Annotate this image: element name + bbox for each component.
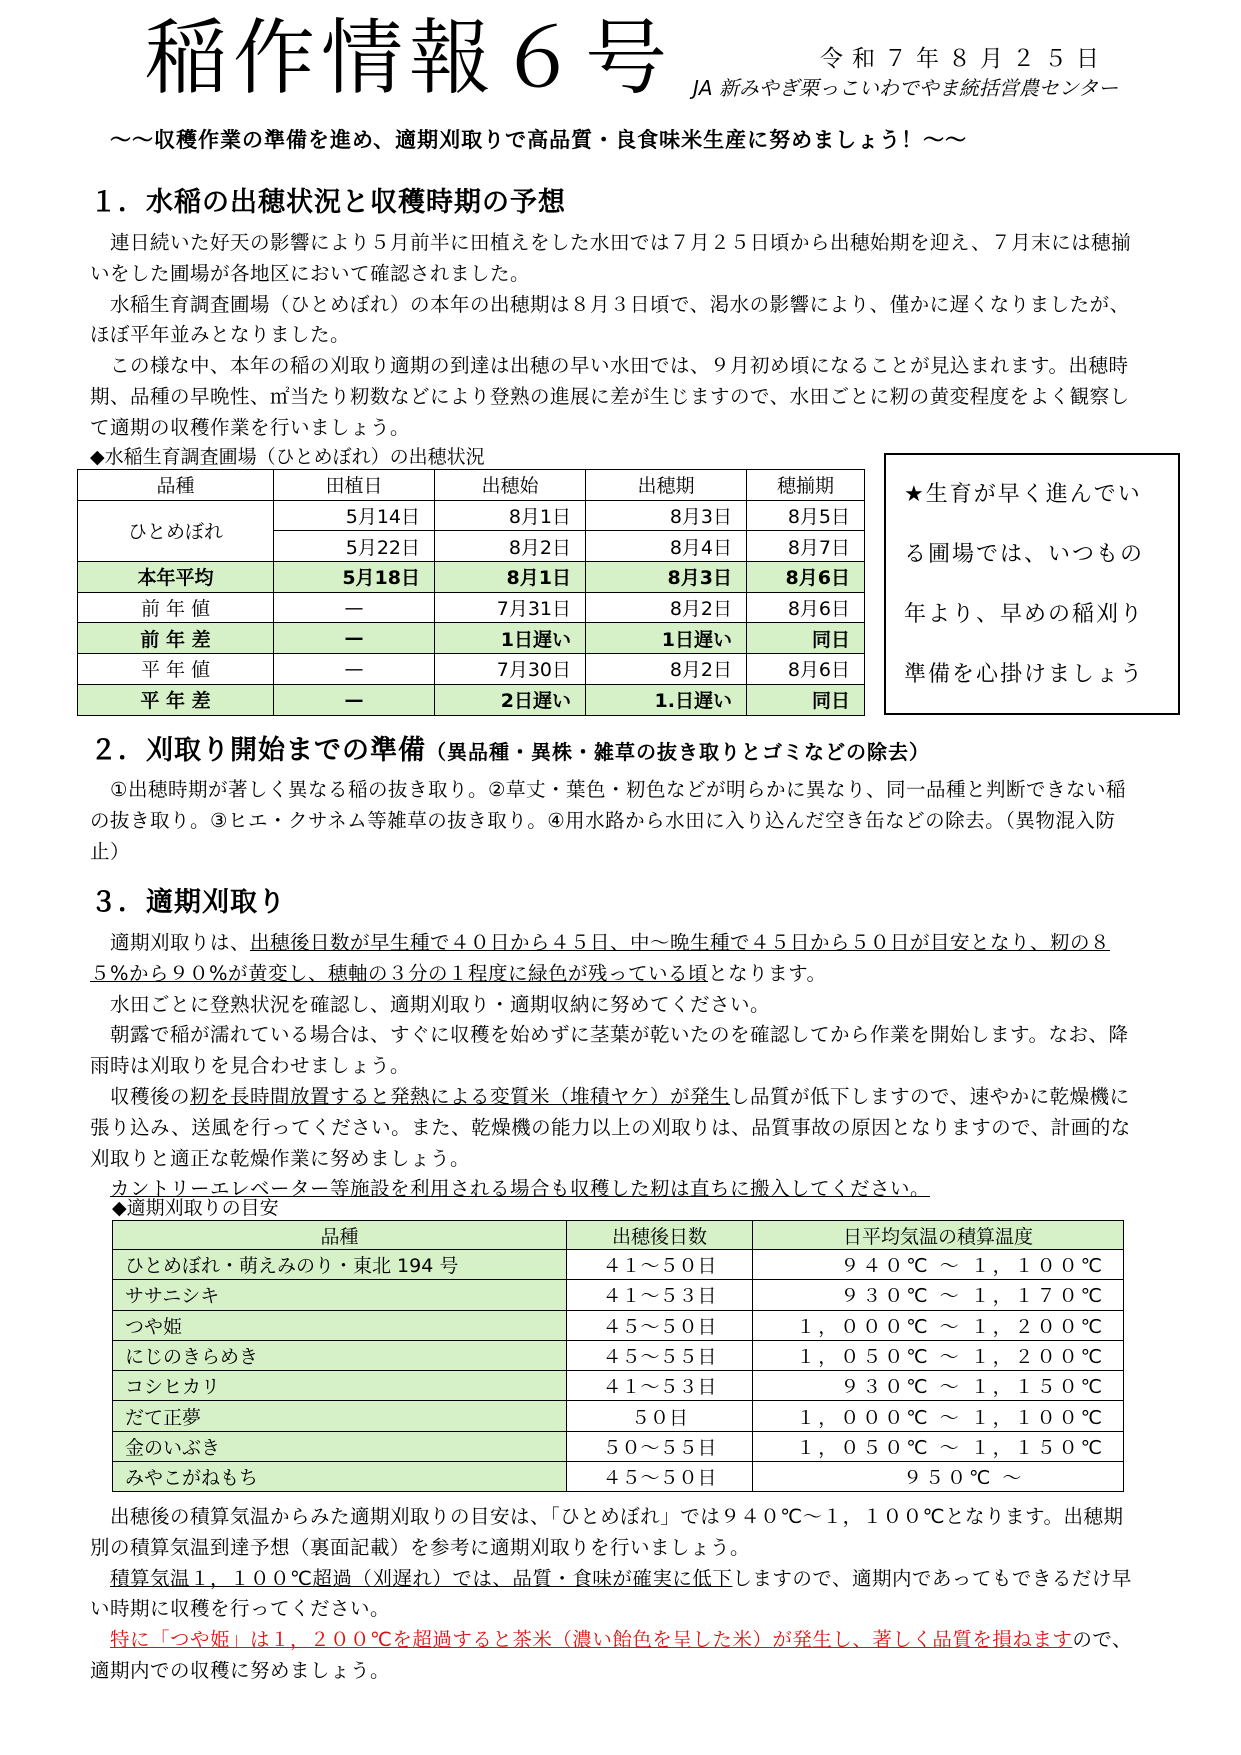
table-cell: 7月31日 [435,592,586,623]
note-line: ★生育が早く進んでい [904,482,1142,507]
table-row [113,1401,1124,1431]
row-label: 平 年 差 [78,684,274,715]
section-3-body [90,928,1142,1205]
text-run: し品質が低下しますので、速やかに乾燥機に張り込み、送風を行ってください。また、乾燥機の能力以上の刈取りは、品質事故の原因となりますので、計画的な刈取りと適正な乾燥作業に努めましょう。 [90,1084,1131,1170]
table-row [113,1340,1124,1370]
table-row [78,654,865,685]
underlined-text: 籾を長時間放置すると発熱による変質米（堆積ヤケ）が発生 [190,1084,731,1108]
days-cell: ４１～５０日 [567,1250,753,1280]
table-cell: 5月22日 [274,531,435,562]
issue-date: 令和７年８月２５日 [820,46,1108,72]
text-run: 適期刈取りは、 [110,931,251,954]
table-cell: 2日遅い [435,684,586,715]
temperature-cell: ９３０℃ ～ １，１７０℃ [753,1280,1124,1310]
table-row [113,1280,1124,1310]
table-cell: 8月6日 [747,562,865,593]
temperature-cell: ９３０℃ ～ １，１５０℃ [753,1371,1124,1401]
table-row [113,1431,1124,1461]
table-cell: 1日遅い [435,623,586,654]
note-line: る圃場では、いつもの [904,542,1145,567]
warning-text: 特に「つや姫」は１，２００℃を超過すると茶米（濃い飴色を呈した米）が発生し、著しく品質を損ねます [110,1628,1073,1652]
table-cell: 8月2日 [586,592,747,623]
row-label: 前 年 値 [78,592,274,623]
table-row [113,1462,1124,1492]
table-cell: 8月3日 [586,562,747,593]
table-cell: 8月6日 [747,654,865,685]
section-3-paragraph: 水田ごとに登熟状況を確認し、適期刈取り・適期収納に努めてください。 [110,992,771,1016]
page-subtitle: ～～収穫作業の準備を進め、適期刈取りで高品質・良食味米生産に努めましょう！～～ [110,128,968,152]
table-row [78,592,865,623]
section-3-paragraph [90,1564,1142,1626]
days-cell: ５０～５５日 [567,1431,753,1461]
variety-cell: ひとめぼれ・萌えみのり・東北 194 号 [113,1250,567,1280]
page-title: 稲作情報６号 [145,11,674,106]
section-1-paragraph: 連日続いた好天の影響により５月前半に田植えをした水田では７月２５日頃から出穂始期を迎え、７月末には穂揃いをした圃場が各地区において確認されました。 [90,231,1132,285]
table-cell: — [274,623,435,654]
note-line: 年より、早めの稲刈り [904,602,1145,627]
days-cell: ４１～５３日 [567,1280,753,1310]
temperature-cell: ９５０℃ ～ [753,1462,1124,1492]
table-cell: 8月1日 [435,562,586,593]
section-2-subtitle: （異品種・異株・雑草の抜き取りとゴミなどの除去） [426,740,930,764]
table-cell: 8月5日 [747,500,865,531]
days-cell: ４１～５３日 [567,1371,753,1401]
temperature-cell: １，０５０℃ ～ １，２００℃ [753,1340,1124,1370]
underlined-text: 積算気温１，１００℃超過（刈遅れ）では、品質・食味が確実に低下 [110,1566,733,1590]
table-header: 田植日 [274,470,435,501]
table-cell: 1日遅い [586,623,747,654]
heading-table-caption: ◆水稲生育調査圃場（ひとめぼれ）の出穂状況 [90,446,485,468]
variety-cell: ササニシキ [113,1280,567,1310]
section-3-paragraph [90,928,1142,990]
table-header: 出穂期 [586,470,747,501]
days-cell: ４５～５０日 [567,1462,753,1492]
table-cell: 8月1日 [435,500,586,531]
table-row [78,623,865,654]
row-label: 平 年 値 [78,654,274,685]
days-cell: ５０日 [567,1401,753,1431]
table-cell: 8月3日 [586,500,747,531]
table-cell: — [274,592,435,623]
warning-paragraph [90,1625,1142,1687]
advice-note-box [884,453,1180,715]
harvest-timing-table [112,1220,1124,1492]
table-cell: 5月14日 [274,500,435,531]
organization-name: JA 新みやぎ栗っこいわでやま統括営農センター [693,76,1119,100]
variety-cell: コシヒカリ [113,1371,567,1401]
section-3-paragraph [90,1082,1142,1174]
row-label: 本年平均 [78,562,274,593]
text-run: しますので、適期内であってもできるだけ早い時期に収穫を行ってください。 [90,1566,1132,1621]
table-row [78,684,865,715]
section-2-title: ２．刈取り開始までの準備 [90,735,426,766]
variety-cell: 金のいぶき [113,1431,567,1461]
section-3-closing [90,1502,1142,1687]
table-cell: — [274,684,435,715]
table-header: 品種 [78,470,274,501]
table-header: 日平均気温の積算温度 [753,1221,1124,1250]
text-run: ので、適期内での収穫に努めましょう。 [90,1628,1133,1682]
table-header: 品種 [113,1221,567,1250]
harvest-table-caption: ◆適期刈取りの目安 [112,1197,279,1219]
section-1-paragraph: この様な中、本年の稲の刈取り適期の到達は出穂の早い水田では、９月初め頃になることが見込まれます。出穂時期、品種の早晩性、㎡当たり籾数などにより登熟の進展に差が生じますので、水田ごとに籾の黄変程度をよく観察して適期の収穫作業を行いましょう。 [90,354,1130,439]
text-run: 収穫後の [110,1084,191,1108]
row-label: 前 年 差 [78,623,274,654]
table-row [113,1371,1124,1401]
variety-cell: みやこがねもち [113,1462,567,1492]
table-cell: 同日 [747,684,865,715]
temperature-cell: １，０００℃ ～ １，１００℃ [753,1401,1124,1431]
section-1-paragraph: 水稲生育調査圃場（ひとめぼれ）の本年の出穂期は８月３日頃で、渇水の影響により、僅かに遅くなりましたが、ほぼ平年並みとなりました。 [90,292,1130,347]
table-cell: 5月18日 [274,562,435,593]
table-row [78,562,865,593]
days-cell: ４５～５５日 [567,1340,753,1370]
variety-cell: つや姫 [113,1310,567,1340]
note-line: 準備を心掛けましょう [904,662,1145,687]
table-cell: 8月7日 [747,531,865,562]
section-2-paragraph: ①出穂時期が著しく異なる稲の抜き取り。②草丈・葉色・籾色などが明らかに異なり、同一品種と判断できない稲の抜き取り。③ヒエ・クサネム等雑草の抜き取り。④用水路から水田に入り込んだ空き缶などの除去。（異物混入防止） [90,778,1126,863]
table-header: 穂揃期 [747,470,865,501]
text-run: となります。 [708,961,827,985]
section-3-heading: ３．適期刈取り [90,887,286,918]
table-cell: — [274,654,435,685]
section-2-body [90,775,1142,867]
temperature-cell: １，０５０℃ ～ １，１５０℃ [753,1431,1124,1461]
underlined-text: 出穂後日数が早生種で４０日から４５日、中～晩生種で４５日から５０日が目安となり、籾の８５%から９０%が黄変し、穂軸の３分の１程度に緑色が残っている頃 [90,931,1111,985]
variety-cell: にじのきらめき [113,1340,567,1370]
table-row [113,1310,1124,1340]
table-cell: 同日 [747,623,865,654]
section-1-body [90,228,1142,444]
days-cell: ４５～５０日 [567,1310,753,1340]
table-cell: 8月4日 [586,531,747,562]
temperature-cell: ９４０℃ ～ １，１００℃ [753,1250,1124,1280]
section-1-heading: １．水稲の出穂状況と収穫時期の予想 [90,187,566,218]
section-3-paragraph: 朝露で稲が濡れている場合は、すぐに収穫を始めずに茎葉が乾いたのを確認してから作業を開始します。なお、降雨時は刈取りを見合わせましょう。 [90,1023,1129,1078]
table-cell: 1.日遅い [586,684,747,715]
table-header: 出穂始 [435,470,586,501]
table-header: 出穂後日数 [567,1221,753,1250]
table-cell: 8月6日 [747,592,865,623]
table-row [113,1250,1124,1280]
underlined-text: カントリーエレベーター等施設を利用される場合も収穫した籾は直ちに搬入してください。 [110,1177,931,1201]
table-cell: 8月2日 [586,654,747,685]
section-3-paragraph: 出穂後の積算気温からみた適期刈取りの目安は、「ひとめぼれ」では９４０℃～１，１００℃となります。出穂期別の積算気温到達予想（裏面記載）を参考に適期刈取りを行いましょう。 [90,1505,1124,1559]
table-row [78,500,865,531]
heading-status-table [77,469,865,716]
variety-cell: ひとめぼれ [78,500,274,561]
section-2-heading [90,728,930,767]
table-cell: 7月30日 [435,654,586,685]
table-cell: 8月2日 [435,531,586,562]
temperature-cell: １，０００℃ ～ １，２００℃ [753,1310,1124,1340]
variety-cell: だて正夢 [113,1401,567,1431]
